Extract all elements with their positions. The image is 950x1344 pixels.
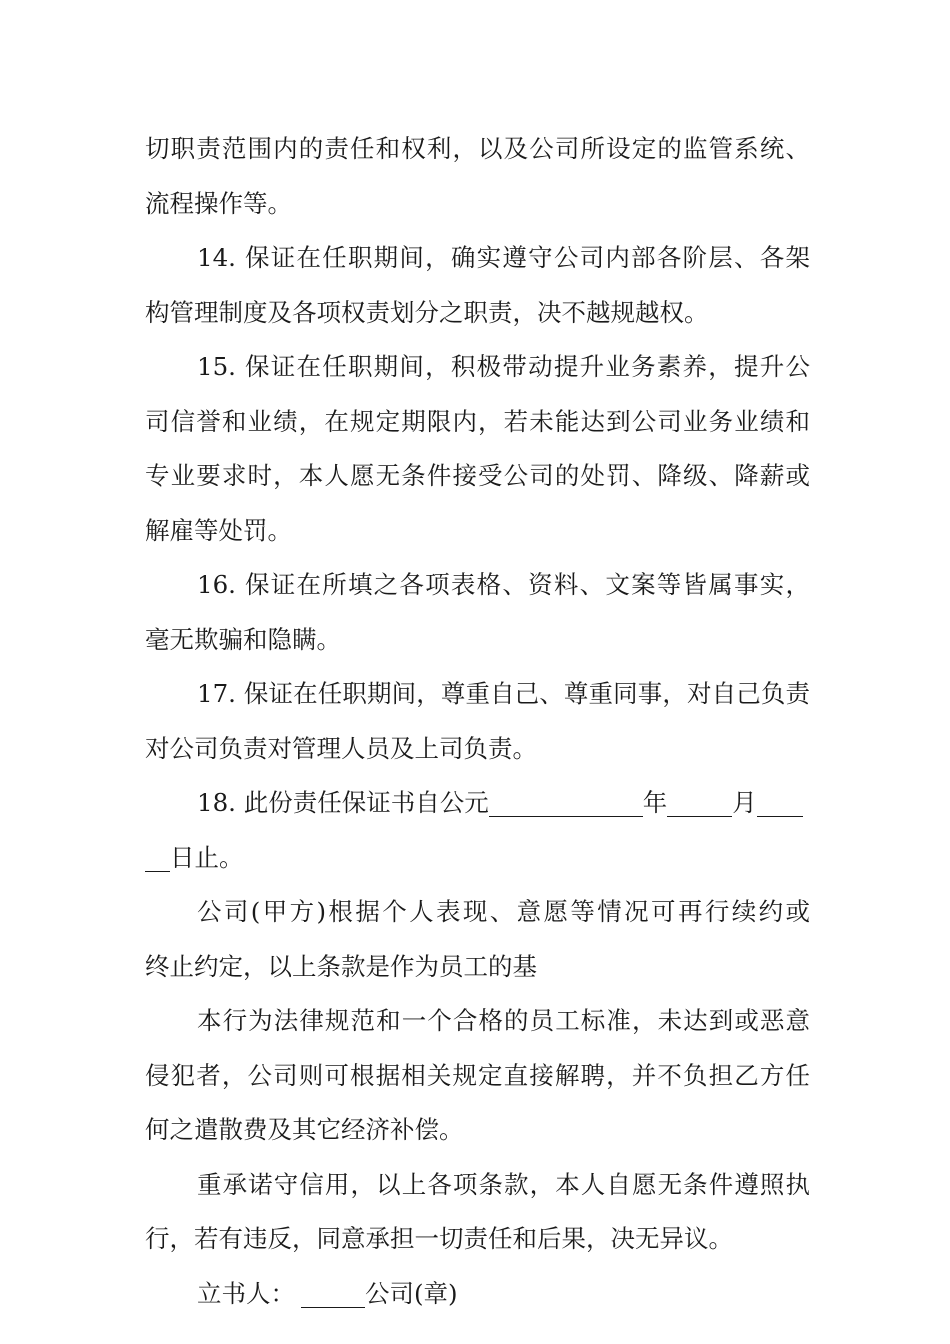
paragraph-15-line-3: 专业要求时，本人愿无条件接受公司的处罚、降级、降薪或 [145,461,810,490]
year-blank[interactable] [489,786,643,817]
paragraph-18-day: 日止。 [170,842,244,872]
paragraph-company-line-1: 公司(甲方)根据个人表现、意愿等情况可再行续约或 [197,897,810,926]
paragraph-16-line-2: 毫无欺骗和隐瞒。 [145,624,341,654]
paragraph-norms-line-1: 本行为法律规范和一个合格的员工标准，未达到或恶意 [197,1006,810,1035]
month-blank[interactable] [667,786,732,817]
paragraph-16-line-1: 16. 保证在所填之各项表格、资料、文案等皆属事实， [197,570,810,599]
paragraph-company-line-2: 终止约定，以上条款是作为员工的基 [145,951,537,981]
paragraph-norms-line-3: 何之遣散费及其它经济补偿。 [145,1115,464,1144]
paragraph-15-line-4: 解雇等处罚。 [145,515,292,545]
paragraph-norms-line-2: 侵犯者，公司则可根据相关规定直接解聘，并不负担乙方任 [145,1060,810,1090]
paragraph-18-prefix: 18. 此份责任保证书自公元 [197,788,489,817]
paragraph-13-line-2: 流程操作等。 [145,188,292,218]
document-body [145,122,810,1321]
signature-line [145,1267,810,1322]
paragraph-18-month: 月 [732,788,757,817]
paragraph-18-line-1 [145,776,810,831]
day-blank-start[interactable] [757,786,803,817]
paragraph-18-year: 年 [642,788,668,817]
signature-label: 立书人： [197,1278,295,1308]
paragraph-promise-line-1: 重承诺守信用，以上各项条款，本人自愿无条件遵照执 [197,1169,810,1199]
day-blank-end[interactable] [145,841,170,872]
paragraph-14-line-1: 14. 保证在任职期间，确实遵守公司内部各阶层、各架 [197,243,810,272]
paragraph-17-line-2: 对公司负责对管理人员及上司负责。 [145,733,537,763]
signature-suffix: 公司(章) [365,1278,458,1308]
paragraph-18-line-2 [145,831,810,886]
paragraph-17-line-1: 17. 保证在任职期间，尊重自己、尊重同事，对自己负责 [197,679,810,708]
paragraph-15-line-2: 司信誉和业绩，在规定期限内，若未能达到公司业务业绩和 [145,406,810,436]
paragraph-promise-line-2: 行，若有违反，同意承担一切责任和后果，决无异议。 [145,1224,733,1253]
paragraph-13-line-1: 切职责范围内的责任和权利，以及公司所设定的监管系统、 [145,134,810,163]
signature-blank[interactable] [301,1277,365,1308]
paragraph-14-line-2: 构管理制度及各项权责划分之职责，决不越规越权。 [145,297,709,327]
paragraph-15-line-1: 15. 保证在任职期间，积极带动提升业务素养，提升公 [197,352,810,381]
